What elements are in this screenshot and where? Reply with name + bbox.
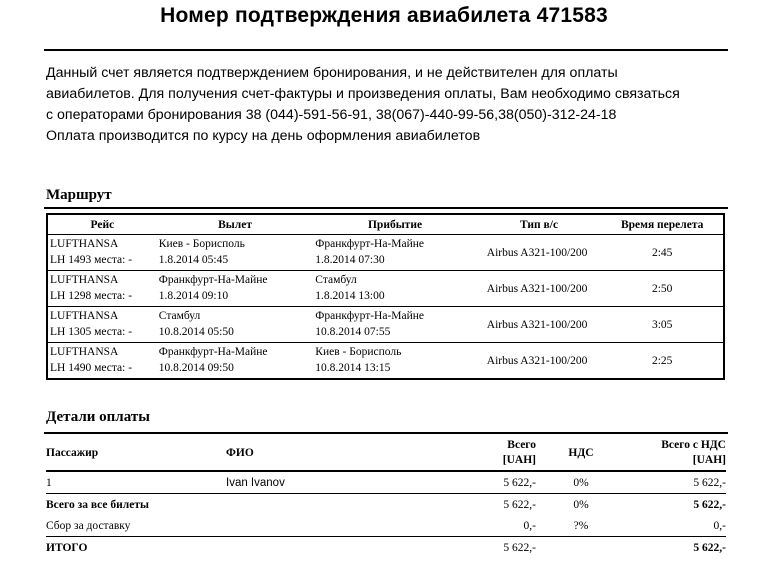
airline: LUFTHANSA [50, 346, 119, 358]
route-section-title: Маршрут [46, 187, 112, 203]
flight-number: LH 1305 места: - [50, 326, 133, 338]
route-row [47, 271, 724, 307]
arrival-time: 1.8.2014 07:30 [315, 254, 385, 266]
all-tickets-vat: 0% [573, 498, 589, 511]
all-tickets-total: 5 622,- [503, 498, 536, 511]
departure-cell [157, 271, 314, 307]
duration-cell: 3:05 [601, 307, 724, 343]
passenger-row [46, 471, 726, 494]
departure-time: 10.8.2014 09:50 [158, 362, 234, 374]
page-title: Номер подтверждения авиабилета 471583 [160, 4, 608, 27]
all-tickets-label: Всего за все билеты [46, 498, 149, 511]
arrival-cell [313, 235, 476, 271]
flight-number: LH 1493 места: - [50, 254, 133, 266]
intro-line: Оплата производится по курсу на день оформления авиабилетов [46, 128, 481, 144]
departure-cell [157, 235, 314, 271]
title-divider [44, 49, 728, 51]
arrival-time: 1.8.2014 13:00 [315, 290, 385, 302]
flight-cell [47, 271, 157, 307]
delivery-label: Сбор за доставку [46, 515, 376, 537]
route-table [46, 213, 725, 380]
intro-line: Данный счет является подтверждением бронирования, и не действителен для оплаты [46, 65, 618, 81]
total-header-label: Всего [507, 439, 536, 451]
intro-line: авиабилетов. Для получения счет-фактуры и произведения оплаты, Вам необходимо связаться [46, 86, 680, 102]
col-header-duration: Время перелета [601, 214, 724, 235]
col-header-departure: Вылет [157, 214, 314, 235]
departure-time: 1.8.2014 09:10 [158, 290, 229, 302]
arrival-cell [313, 307, 476, 343]
arrival-cell [313, 271, 476, 307]
airline: LUFTHANSA [50, 238, 119, 250]
aircraft-cell: Airbus A321-100/200 [477, 307, 602, 343]
col-header-flight: Рейс [47, 214, 157, 235]
aircraft-cell: Airbus A321-100/200 [477, 235, 602, 271]
delivery-total: 0,- [376, 515, 536, 537]
grand-total-row [46, 537, 726, 559]
intro-text [46, 63, 736, 147]
route-header-row [47, 214, 724, 235]
route-row [47, 307, 724, 343]
all-tickets-row [46, 494, 726, 516]
arrival-city: Франкфурт-На-Майне [315, 310, 425, 322]
departure-city: Франкфурт-На-Майне [158, 274, 268, 286]
duration-cell: 2:50 [601, 271, 724, 307]
duration-cell: 2:25 [601, 343, 724, 380]
departure-time: 10.8.2014 05:50 [158, 326, 234, 338]
departure-time: 1.8.2014 05:45 [158, 254, 229, 266]
departure-cell [157, 307, 314, 343]
departure-cell [157, 343, 314, 380]
col-header-total [376, 436, 536, 471]
arrival-city: Франкфурт-На-Майне [315, 238, 425, 250]
arrival-time: 10.8.2014 07:55 [315, 326, 391, 338]
departure-city: Киев - Борисполь [158, 238, 245, 250]
col-header-name: ФИО [226, 436, 376, 471]
arrival-time: 10.8.2014 13:15 [315, 362, 391, 374]
airline: LUFTHANSA [50, 274, 119, 286]
col-header-passenger: Пассажир [46, 436, 226, 471]
grand-total-vat-empty [536, 537, 626, 559]
flight-cell [47, 235, 157, 271]
flight-cell [47, 307, 157, 343]
col-header-total-vat [626, 436, 726, 471]
total-header-currency: [UAH] [502, 454, 536, 466]
flight-number: LH 1490 места: - [50, 362, 133, 374]
grand-total-label: ИТОГО [46, 541, 88, 554]
route-row [47, 235, 724, 271]
route-section-divider [44, 207, 728, 209]
delivery-vat: ?% [536, 515, 626, 537]
passenger-total-vat: 5 622,- [626, 471, 726, 494]
passenger-number: 1 [46, 471, 226, 494]
col-header-arrival: Прибытие [313, 214, 476, 235]
departure-city: Стамбул [158, 310, 201, 322]
arrival-city: Киев - Борисполь [315, 346, 402, 358]
flight-cell [47, 343, 157, 380]
aircraft-cell: Airbus A321-100/200 [477, 343, 602, 380]
all-tickets-total-vat: 5 622,- [693, 498, 726, 511]
payment-section-title: Детали оплаты [46, 409, 150, 425]
payment-section-divider [44, 432, 728, 434]
payment-header-row [46, 436, 726, 471]
flight-number: LH 1298 места: - [50, 290, 133, 302]
intro-line: с операторами бронирования 38 (044)-591-56-91, 38(067)-440-99-56,38(050)-312-24-18 [46, 107, 617, 123]
airline: LUFTHANSA [50, 310, 119, 322]
total-vat-header-currency: [UAH] [692, 454, 726, 466]
departure-city: Франкфурт-На-Майне [158, 346, 268, 358]
passenger-total: 5 622,- [376, 471, 536, 494]
grand-total-with-vat: 5 622,- [693, 541, 726, 554]
delivery-row [46, 515, 726, 537]
total-vat-header-label: Всего с НДС [661, 439, 726, 451]
duration-cell: 2:45 [601, 235, 724, 271]
col-header-aircraft: Тип в/с [477, 214, 602, 235]
route-row [47, 343, 724, 380]
grand-total: 5 622,- [503, 541, 536, 554]
arrival-cell [313, 343, 476, 380]
delivery-total-vat: 0,- [626, 515, 726, 537]
payment-table [46, 436, 726, 558]
arrival-city: Стамбул [315, 274, 357, 286]
aircraft-cell: Airbus A321-100/200 [477, 271, 602, 307]
passenger-name: Ivan Ivanov [226, 471, 376, 494]
col-header-vat: НДС [536, 436, 626, 471]
passenger-vat: 0% [536, 471, 626, 494]
